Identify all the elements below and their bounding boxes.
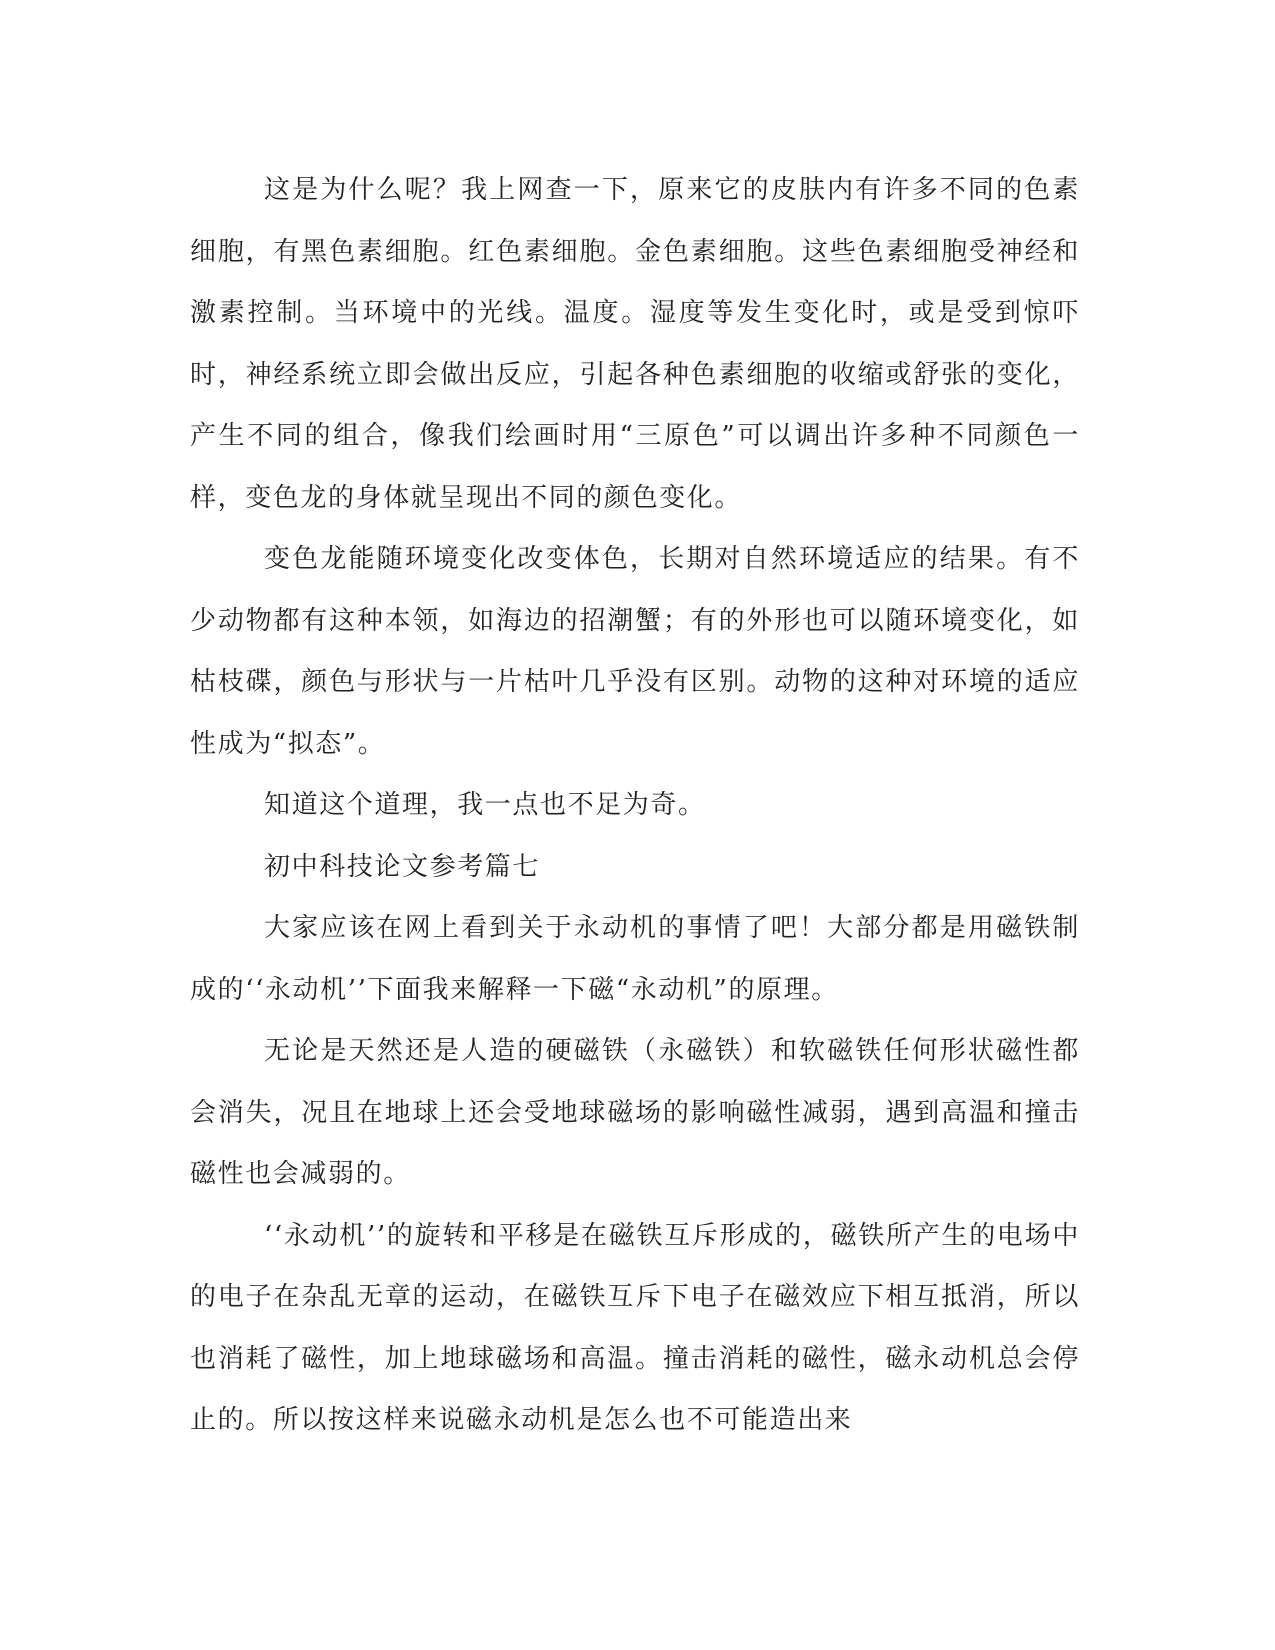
- paragraph-pigment-cells: 这是为什么呢？我上网查一下，原来它的皮肤内有许多不同的色素细胞，有黑色素细胞。红色素细胞。金色素细胞。这些色素细胞受神经和激素控制。当环境中的光线。温度。湿度等发生变化时，或是受到惊吓时，神经系统立即会做出反应，引起各种色素细胞的收缩或舒张的变化，产生不同的组合，像我们绘画时用“三原色”可以调出许多种不同颜色一样，变色龙的身体就呈现出不同的颜色变化。: [190, 175, 1080, 513]
- paragraph-conclusion: 知道这个道理，我一点也不足为奇。: [264, 790, 706, 820]
- section-heading: 初中科技论文参考篇七: [264, 851, 541, 882]
- paragraph-magnet-properties: 无论是天然还是人造的硬磁铁（永磁铁）和软磁铁任何形状磁性都会消失，况且在地球上还会受地球磁场的影响磁性减弱，遇到高温和撞击磁性也会减弱的。: [190, 1036, 1080, 1189]
- paragraph-magnet-explanation: ‘‘永动机’’的旋转和平移是在磁铁互斥形成的，磁铁所产生的电场中的电子在杂乱无章的运动，在磁铁互斥下电子在磁效应下相互抵消，所以也消耗了磁性，加上地球磁场和高温。撞击消耗的磁性，磁永动机总会停止的。所以按这样来说磁永动机是怎么也不可能造出来: [190, 1220, 1080, 1435]
- paragraph-mimicry: 变色龙能随环境变化改变体色，长期对自然环境适应的结果。有不少动物都有这种本领，如海边的招潮蟹；有的外形也可以随环境变化，如枯枝碟，颜色与形状与一片枯叶几乎没有区别。动物的这种对环境的适应性成为“拟态”。: [190, 544, 1080, 759]
- paragraph-perpetual-motion-intro: 大家应该在网上看到关于永动机的事情了吧！大部分都是用磁铁制成的‘‘永动机’’下面我来解释一下磁“永动机”的原理。: [190, 913, 1080, 1005]
- document-body: [190, 160, 1080, 1452]
